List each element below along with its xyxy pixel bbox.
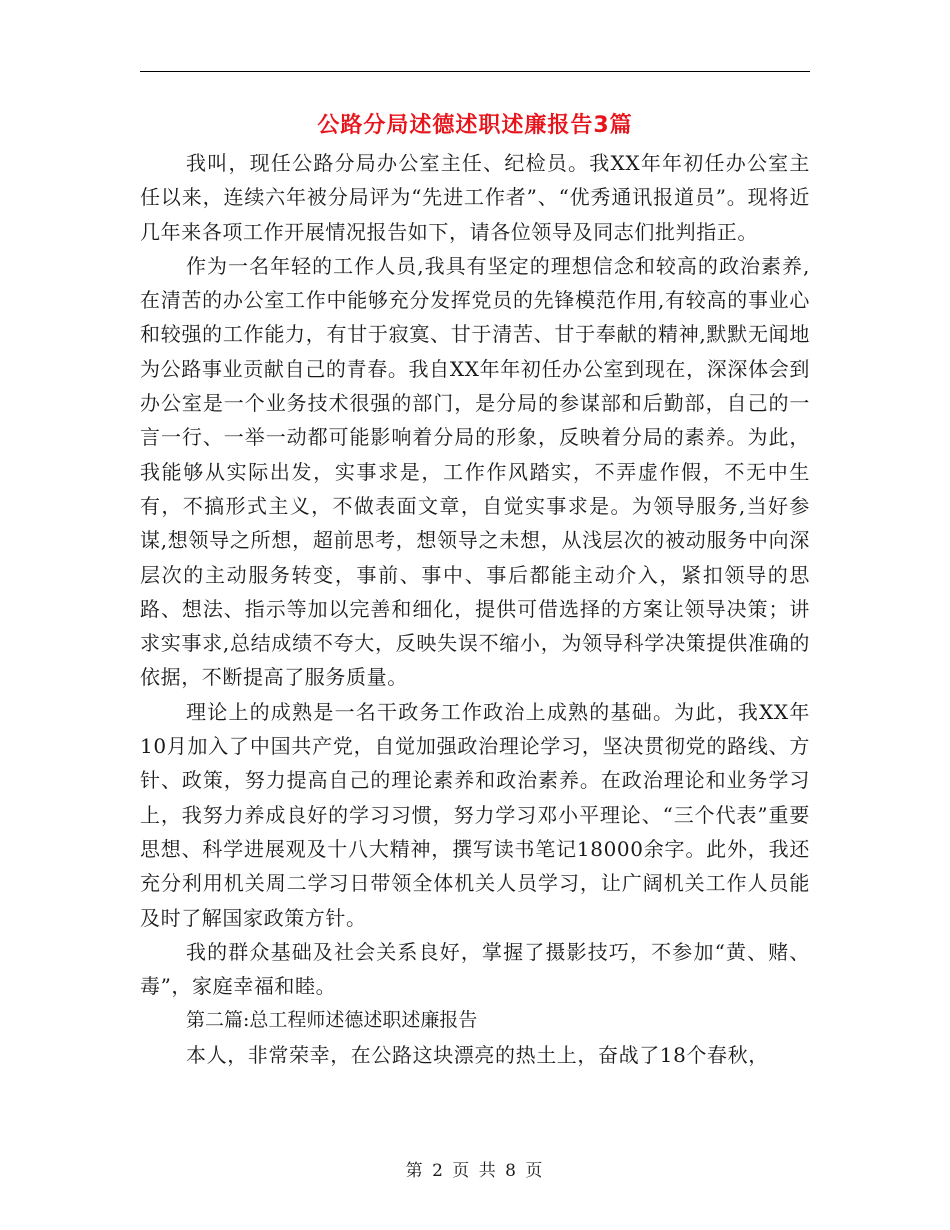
paragraph-5: 本人，非常荣幸，在公路这块漂亮的热土上，奋战了18个春秋， [186, 1042, 769, 1067]
paragraph-2: 作为一名年轻的工作人员,我具有坚定的理想信念和较高的政治素养,在清苦的办公室工作中能够充分发挥党员的先锋模范作用,有较高的事业心和较强的工作能力，有甘于寂寞、甘于清苦、甘于奉献的精神,默默无闻地为公路事业贡献自己的青春。我自XX年年初任办公室到现在，深深体会到办公室是一个业务技术很强的部门，是分局的参谋部和后勤部，自己的一言一行、一举一动都可能影响着分局的形象，反映着分局的素养。为此，我能够从实际出发，实事求是，工作作风踏实，不弄虚作假，不无中生有，不搞形式主义，不做表面文章，自觉实事求是。为领导服务,当好参谋,想领导之所想，超前思考，想领导之未想，从浅层次的被动服务中向深层次的主动服务转变，事前、事中、事后都能主动介入，紧扣领导的思路、想法、指示等加以完善和细化，提供可借选择的方案让领导决策；讲求实事求,总结成绩不夸大，反映失误不缩小，为领导科学决策提供准确的依据，不断提高了服务质量。 [140, 253, 810, 690]
paragraph-4: 我的群众基础及社会关系良好，掌握了摄影技巧，不参加“黄、赌、毒”，家庭幸福和睦。 [140, 939, 810, 999]
document-title: 公路分局述德述职述廉报告3篇 [317, 113, 633, 138]
paragraph-3: 理论上的成熟是一名干政务工作政治上成熟的基础。为此，我XX年10月加入了中国共产党，自觉加强政治理论学习，坚决贯彻党的路线、方针、政策，努力提高自己的理论素养和政治素养。在政治理论和业务学习上，我努力养成良好的学习习惯，努力学习邓小平理论、“三个代表”重要思想、科学进展观及十八大精神，撰写读书笔记18000余字。此外，我还充分利用机关周二学习日带领全体机关人员学习，让广阔机关工作人员能及时了解国家政策方针。 [140, 699, 810, 930]
paragraph-1: 我叫，现任公路分局办公室主任、纪检员。我XX年年初任办公室主任以来，连续六年被分局评为“先进工作者”、“优秀通讯报道员”。现将近几年来各项工作开展情况报告如下，请各位领导及同志们批判指正。 [140, 151, 810, 244]
section-heading: 第二篇:总工程师述德述职述廉报告 [186, 1009, 478, 1032]
page-footer: 第 2 页 共 8 页 [405, 1161, 545, 1181]
document-body [140, 146, 810, 1072]
header-rule [140, 71, 810, 72]
